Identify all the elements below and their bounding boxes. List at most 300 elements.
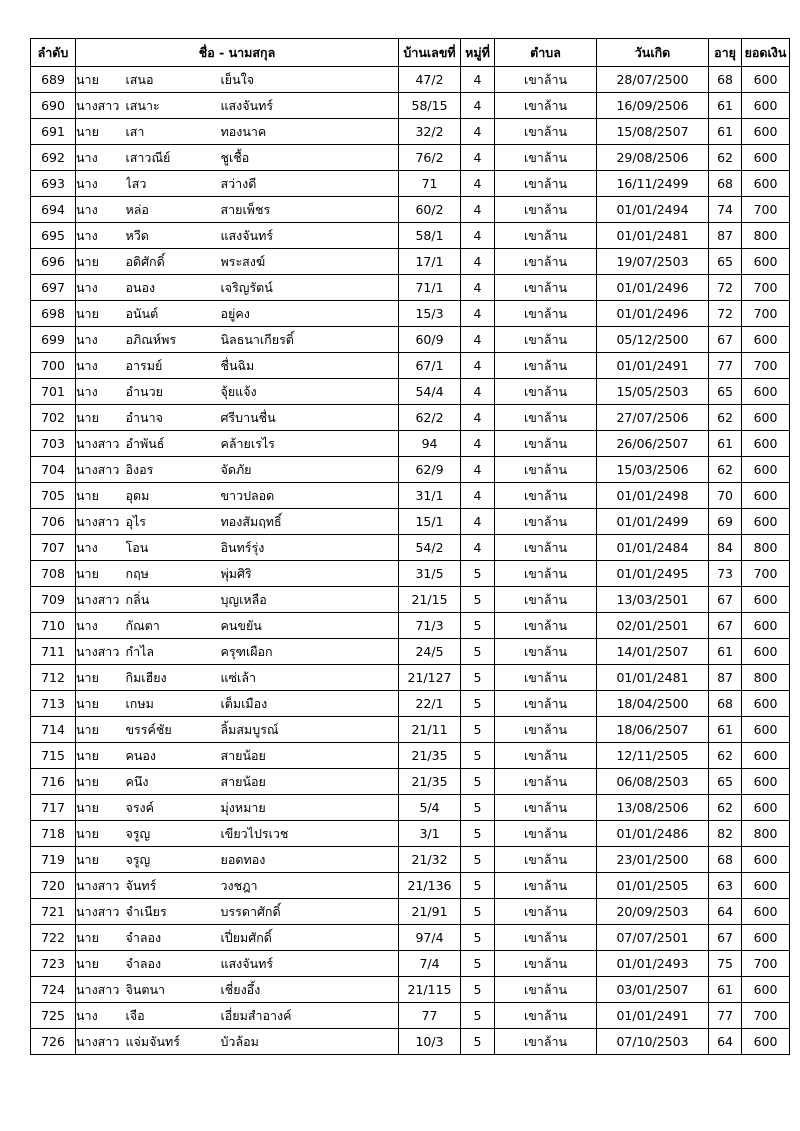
cell-house: 15/1 [399, 509, 461, 535]
cell-age: 61 [709, 977, 742, 1003]
cell-birth: 19/07/2503 [597, 249, 709, 275]
table-row [31, 483, 790, 509]
table-row [31, 873, 790, 899]
cell-amount: 600 [742, 639, 790, 665]
cell-tambon: เขาล้าน [495, 639, 597, 665]
cell-last-name: ทองนาค [221, 119, 399, 145]
cell-title: นาย [76, 405, 126, 431]
cell-title: นาย [76, 119, 126, 145]
table-row [31, 899, 790, 925]
cell-age: 67 [709, 613, 742, 639]
cell-title: นาง [76, 379, 126, 405]
cell-last-name: บรรดาศักดิ์ [221, 899, 399, 925]
cell-birth: 01/01/2499 [597, 509, 709, 535]
cell-moo: 5 [461, 1003, 495, 1029]
cell-tambon: เขาล้าน [495, 327, 597, 353]
cell-amount: 600 [742, 847, 790, 873]
cell-seq: 696 [31, 249, 76, 275]
header-birth: วันเกิด [597, 39, 709, 67]
cell-seq: 700 [31, 353, 76, 379]
cell-age: 68 [709, 847, 742, 873]
cell-house: 58/15 [399, 93, 461, 119]
cell-house: 17/1 [399, 249, 461, 275]
table-row [31, 275, 790, 301]
cell-house: 71 [399, 171, 461, 197]
cell-moo: 4 [461, 535, 495, 561]
cell-seq: 712 [31, 665, 76, 691]
cell-last-name: เอี่ยมสำอางค์ [221, 1003, 399, 1029]
cell-last-name: ศรีบานชื่น [221, 405, 399, 431]
cell-tambon: เขาล้าน [495, 535, 597, 561]
cell-tambon: เขาล้าน [495, 301, 597, 327]
cell-amount: 600 [742, 119, 790, 145]
cell-moo: 5 [461, 613, 495, 639]
cell-title: นาย [76, 249, 126, 275]
cell-title: นาง [76, 327, 126, 353]
cell-moo: 4 [461, 93, 495, 119]
cell-tambon: เขาล้าน [495, 483, 597, 509]
cell-first-name: โอน [126, 535, 221, 561]
cell-moo: 4 [461, 249, 495, 275]
cell-first-name: อารมย์ [126, 353, 221, 379]
cell-age: 87 [709, 223, 742, 249]
cell-age: 61 [709, 119, 742, 145]
roster-table [30, 38, 790, 1055]
cell-moo: 4 [461, 223, 495, 249]
cell-moo: 4 [461, 171, 495, 197]
table-row [31, 925, 790, 951]
cell-age: 65 [709, 379, 742, 405]
cell-moo: 5 [461, 1029, 495, 1055]
cell-last-name: ทองสัมฤทธิ์ [221, 509, 399, 535]
cell-seq: 706 [31, 509, 76, 535]
cell-seq: 719 [31, 847, 76, 873]
cell-birth: 15/05/2503 [597, 379, 709, 405]
cell-house: 54/4 [399, 379, 461, 405]
cell-age: 63 [709, 873, 742, 899]
cell-moo: 5 [461, 977, 495, 1003]
cell-title: นางสาว [76, 873, 126, 899]
cell-last-name: มุ่งหมาย [221, 795, 399, 821]
cell-amount: 600 [742, 1029, 790, 1055]
cell-birth: 12/11/2505 [597, 743, 709, 769]
cell-house: 60/9 [399, 327, 461, 353]
cell-last-name: สว่างดี [221, 171, 399, 197]
cell-tambon: เขาล้าน [495, 171, 597, 197]
table-row [31, 431, 790, 457]
cell-last-name: แสงจันทร์ [221, 951, 399, 977]
cell-tambon: เขาล้าน [495, 1029, 597, 1055]
cell-seq: 708 [31, 561, 76, 587]
table-row [31, 1029, 790, 1055]
cell-age: 68 [709, 691, 742, 717]
cell-moo: 4 [461, 67, 495, 93]
table-row [31, 561, 790, 587]
cell-tambon: เขาล้าน [495, 93, 597, 119]
cell-seq: 692 [31, 145, 76, 171]
cell-amount: 600 [742, 613, 790, 639]
cell-house: 15/3 [399, 301, 461, 327]
cell-moo: 4 [461, 301, 495, 327]
cell-seq: 718 [31, 821, 76, 847]
cell-age: 67 [709, 925, 742, 951]
cell-last-name: ลิ้มสมบูรณ์ [221, 717, 399, 743]
cell-first-name: เสา [126, 119, 221, 145]
cell-moo: 4 [461, 483, 495, 509]
cell-amount: 600 [742, 145, 790, 171]
cell-age: 61 [709, 93, 742, 119]
cell-house: 21/15 [399, 587, 461, 613]
cell-seq: 702 [31, 405, 76, 431]
cell-age: 64 [709, 1029, 742, 1055]
cell-house: 54/2 [399, 535, 461, 561]
cell-house: 3/1 [399, 821, 461, 847]
table-row [31, 691, 790, 717]
cell-birth: 07/07/2501 [597, 925, 709, 951]
cell-tambon: เขาล้าน [495, 951, 597, 977]
cell-seq: 697 [31, 275, 76, 301]
cell-age: 73 [709, 561, 742, 587]
cell-age: 74 [709, 197, 742, 223]
cell-title: นาง [76, 613, 126, 639]
cell-last-name: บุญเหลือ [221, 587, 399, 613]
cell-last-name: เชี่ยงอึ้ง [221, 977, 399, 1003]
table-row [31, 1003, 790, 1029]
cell-house: 32/2 [399, 119, 461, 145]
cell-moo: 4 [461, 379, 495, 405]
cell-last-name: นิลธนาเกียรติ์ [221, 327, 399, 353]
cell-age: 67 [709, 327, 742, 353]
cell-birth: 13/08/2506 [597, 795, 709, 821]
cell-age: 62 [709, 795, 742, 821]
cell-first-name: อำพันธ์ [126, 431, 221, 457]
cell-birth: 06/08/2503 [597, 769, 709, 795]
cell-seq: 710 [31, 613, 76, 639]
table-row [31, 821, 790, 847]
cell-tambon: เขาล้าน [495, 587, 597, 613]
cell-first-name: คนอง [126, 743, 221, 769]
table-row [31, 639, 790, 665]
cell-last-name: คนขยัน [221, 613, 399, 639]
cell-house: 21/35 [399, 743, 461, 769]
cell-moo: 4 [461, 275, 495, 301]
cell-last-name: บัวล้อม [221, 1029, 399, 1055]
table-row [31, 405, 790, 431]
cell-last-name: แสงจันทร์ [221, 223, 399, 249]
cell-birth: 01/01/2491 [597, 1003, 709, 1029]
cell-house: 21/32 [399, 847, 461, 873]
cell-moo: 4 [461, 145, 495, 171]
cell-age: 61 [709, 639, 742, 665]
cell-seq: 721 [31, 899, 76, 925]
table-row [31, 119, 790, 145]
cell-first-name: อุไร [126, 509, 221, 535]
cell-house: 67/1 [399, 353, 461, 379]
cell-moo: 5 [461, 743, 495, 769]
cell-birth: 01/01/2505 [597, 873, 709, 899]
cell-amount: 600 [742, 795, 790, 821]
header-age: อายุ [709, 39, 742, 67]
cell-last-name: สายน้อย [221, 769, 399, 795]
cell-birth: 01/01/2496 [597, 275, 709, 301]
cell-age: 62 [709, 405, 742, 431]
cell-house: 31/5 [399, 561, 461, 587]
cell-birth: 01/01/2495 [597, 561, 709, 587]
header-seq: ลำดับ [31, 39, 76, 67]
cell-birth: 16/11/2499 [597, 171, 709, 197]
cell-moo: 5 [461, 873, 495, 899]
cell-title: นางสาว [76, 431, 126, 457]
cell-title: นาย [76, 67, 126, 93]
cell-moo: 5 [461, 639, 495, 665]
cell-amount: 600 [742, 717, 790, 743]
cell-amount: 600 [742, 899, 790, 925]
cell-amount: 600 [742, 587, 790, 613]
cell-tambon: เขาล้าน [495, 743, 597, 769]
cell-seq: 695 [31, 223, 76, 249]
cell-age: 82 [709, 821, 742, 847]
cell-seq: 694 [31, 197, 76, 223]
cell-moo: 4 [461, 327, 495, 353]
cell-first-name: จันทร์ [126, 873, 221, 899]
cell-age: 77 [709, 1003, 742, 1029]
cell-age: 84 [709, 535, 742, 561]
cell-first-name: กิมเฮียง [126, 665, 221, 691]
cell-amount: 600 [742, 171, 790, 197]
cell-moo: 4 [461, 119, 495, 145]
cell-house: 77 [399, 1003, 461, 1029]
cell-title: นาย [76, 665, 126, 691]
cell-last-name: จัดภัย [221, 457, 399, 483]
cell-first-name: เสนาะ [126, 93, 221, 119]
cell-tambon: เขาล้าน [495, 847, 597, 873]
cell-title: นาง [76, 1003, 126, 1029]
cell-house: 97/4 [399, 925, 461, 951]
cell-tambon: เขาล้าน [495, 769, 597, 795]
cell-first-name: เสนอ [126, 67, 221, 93]
cell-title: นาย [76, 483, 126, 509]
table-row [31, 171, 790, 197]
cell-seq: 703 [31, 431, 76, 457]
cell-age: 75 [709, 951, 742, 977]
cell-first-name: คนึง [126, 769, 221, 795]
cell-title: นาง [76, 197, 126, 223]
cell-seq: 709 [31, 587, 76, 613]
cell-house: 21/115 [399, 977, 461, 1003]
cell-first-name: ขรรค์ชัย [126, 717, 221, 743]
cell-seq: 714 [31, 717, 76, 743]
cell-first-name: อิงอร [126, 457, 221, 483]
cell-birth: 01/01/2486 [597, 821, 709, 847]
cell-amount: 600 [742, 93, 790, 119]
cell-first-name: กลิ่น [126, 587, 221, 613]
cell-moo: 5 [461, 795, 495, 821]
cell-title: นาง [76, 145, 126, 171]
cell-amount: 600 [742, 925, 790, 951]
table-row [31, 613, 790, 639]
table-body [31, 67, 790, 1055]
cell-last-name: เจริญรัตน์ [221, 275, 399, 301]
cell-first-name: เสาวณีย์ [126, 145, 221, 171]
cell-title: นางสาว [76, 1029, 126, 1055]
table-row [31, 249, 790, 275]
header-name: ชื่อ - นามสกุล [76, 39, 399, 67]
table-row [31, 223, 790, 249]
table-row [31, 977, 790, 1003]
cell-birth: 03/01/2507 [597, 977, 709, 1003]
cell-title: นางสาว [76, 457, 126, 483]
cell-tambon: เขาล้าน [495, 145, 597, 171]
cell-first-name: หล่อ [126, 197, 221, 223]
cell-last-name: เปี่ยมศักดิ์ [221, 925, 399, 951]
cell-birth: 15/08/2507 [597, 119, 709, 145]
cell-seq: 725 [31, 1003, 76, 1029]
table-row [31, 379, 790, 405]
cell-house: 22/1 [399, 691, 461, 717]
cell-seq: 711 [31, 639, 76, 665]
cell-first-name: อำนวย [126, 379, 221, 405]
cell-tambon: เขาล้าน [495, 197, 597, 223]
cell-moo: 5 [461, 561, 495, 587]
cell-tambon: เขาล้าน [495, 717, 597, 743]
cell-tambon: เขาล้าน [495, 431, 597, 457]
table-row [31, 353, 790, 379]
cell-age: 87 [709, 665, 742, 691]
cell-moo: 4 [461, 457, 495, 483]
cell-moo: 5 [461, 847, 495, 873]
cell-title: นาย [76, 301, 126, 327]
cell-last-name: เย็นใจ [221, 67, 399, 93]
cell-seq: 716 [31, 769, 76, 795]
cell-birth: 01/01/2481 [597, 223, 709, 249]
cell-seq: 701 [31, 379, 76, 405]
cell-title: นาย [76, 743, 126, 769]
cell-age: 68 [709, 171, 742, 197]
cell-moo: 5 [461, 587, 495, 613]
cell-moo: 5 [461, 717, 495, 743]
cell-moo: 5 [461, 925, 495, 951]
cell-house: 71/1 [399, 275, 461, 301]
table-row [31, 847, 790, 873]
cell-moo: 5 [461, 899, 495, 925]
cell-amount: 700 [742, 353, 790, 379]
cell-last-name: แสงจันทร์ [221, 93, 399, 119]
cell-age: 70 [709, 483, 742, 509]
cell-birth: 15/03/2506 [597, 457, 709, 483]
cell-last-name: วงชฎา [221, 873, 399, 899]
header-amount: ยอดเงิน [742, 39, 790, 67]
cell-amount: 600 [742, 457, 790, 483]
cell-title: นาง [76, 171, 126, 197]
cell-age: 77 [709, 353, 742, 379]
cell-amount: 600 [742, 249, 790, 275]
cell-tambon: เขาล้าน [495, 1003, 597, 1029]
cell-house: 21/11 [399, 717, 461, 743]
cell-seq: 704 [31, 457, 76, 483]
cell-title: นางสาว [76, 509, 126, 535]
cell-moo: 4 [461, 431, 495, 457]
cell-first-name: จรูญ [126, 821, 221, 847]
cell-tambon: เขาล้าน [495, 509, 597, 535]
cell-moo: 4 [461, 509, 495, 535]
cell-moo: 5 [461, 951, 495, 977]
cell-age: 65 [709, 769, 742, 795]
cell-tambon: เขาล้าน [495, 977, 597, 1003]
cell-seq: 707 [31, 535, 76, 561]
cell-first-name: อภิณห์พร [126, 327, 221, 353]
table-row [31, 665, 790, 691]
cell-last-name: สายเพ็ชร [221, 197, 399, 223]
cell-house: 21/35 [399, 769, 461, 795]
header-row [31, 39, 790, 67]
cell-age: 62 [709, 743, 742, 769]
cell-last-name: ชื่นฉิม [221, 353, 399, 379]
cell-moo: 5 [461, 691, 495, 717]
cell-tambon: เขาล้าน [495, 925, 597, 951]
cell-amount: 800 [742, 223, 790, 249]
cell-seq: 720 [31, 873, 76, 899]
cell-house: 94 [399, 431, 461, 457]
cell-seq: 726 [31, 1029, 76, 1055]
cell-last-name: อยู่คง [221, 301, 399, 327]
cell-seq: 691 [31, 119, 76, 145]
cell-amount: 600 [742, 379, 790, 405]
cell-amount: 700 [742, 197, 790, 223]
cell-amount: 800 [742, 535, 790, 561]
cell-last-name: เต็มเมือง [221, 691, 399, 717]
cell-birth: 29/08/2506 [597, 145, 709, 171]
table-row [31, 587, 790, 613]
cell-seq: 717 [31, 795, 76, 821]
cell-amount: 600 [742, 327, 790, 353]
cell-house: 62/9 [399, 457, 461, 483]
cell-house: 76/2 [399, 145, 461, 171]
cell-title: นางสาว [76, 93, 126, 119]
cell-amount: 600 [742, 509, 790, 535]
cell-tambon: เขาล้าน [495, 613, 597, 639]
cell-moo: 4 [461, 405, 495, 431]
cell-age: 64 [709, 899, 742, 925]
cell-birth: 13/03/2501 [597, 587, 709, 613]
table-row [31, 301, 790, 327]
cell-age: 61 [709, 431, 742, 457]
cell-tambon: เขาล้าน [495, 67, 597, 93]
cell-first-name: กัณตา [126, 613, 221, 639]
cell-first-name: จินตนา [126, 977, 221, 1003]
cell-first-name: เจือ [126, 1003, 221, 1029]
cell-birth: 01/01/2498 [597, 483, 709, 509]
cell-moo: 5 [461, 665, 495, 691]
cell-title: นาย [76, 561, 126, 587]
header-house: บ้านเลขที่ [399, 39, 461, 67]
cell-birth: 28/07/2500 [597, 67, 709, 93]
cell-last-name: จุ้ยแจ้ง [221, 379, 399, 405]
cell-tambon: เขาล้าน [495, 405, 597, 431]
table-row [31, 743, 790, 769]
table-row [31, 717, 790, 743]
cell-birth: 01/01/2491 [597, 353, 709, 379]
cell-last-name: พระสงฆ์ [221, 249, 399, 275]
cell-seq: 722 [31, 925, 76, 951]
cell-title: นางสาว [76, 639, 126, 665]
cell-last-name: ครุฑเผือก [221, 639, 399, 665]
table-row [31, 535, 790, 561]
cell-tambon: เขาล้าน [495, 821, 597, 847]
table-row [31, 197, 790, 223]
header-tambon: ตำบล [495, 39, 597, 67]
cell-age: 62 [709, 457, 742, 483]
cell-amount: 600 [742, 873, 790, 899]
